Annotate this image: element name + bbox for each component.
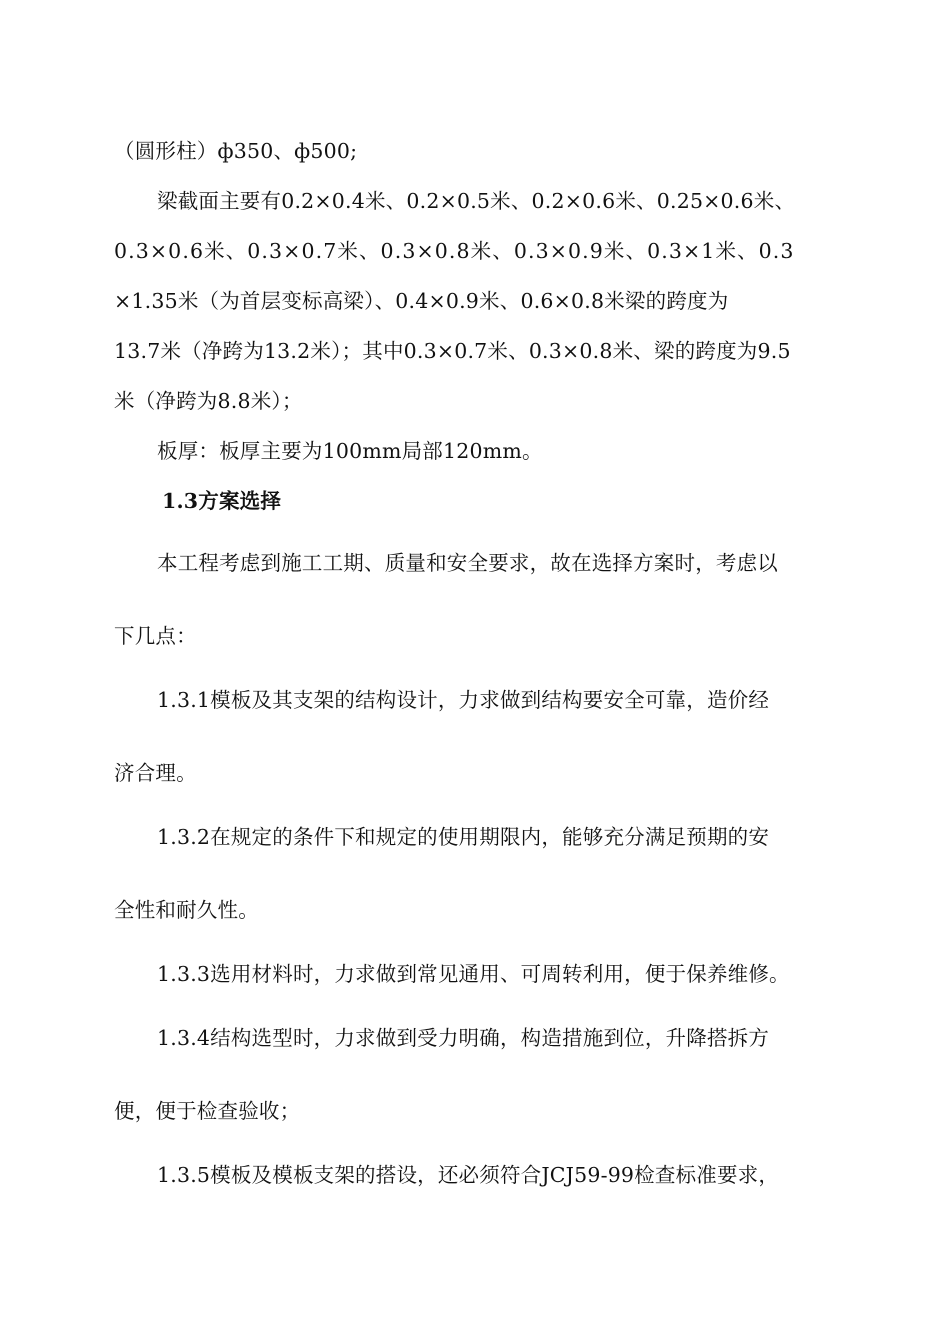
text-line-beam-sections-3: ×1.35米（为首层变标高梁）、0.4×0.9米、0.6×0.8米梁的跨度为 bbox=[114, 289, 729, 313]
text-line-item-5: 1.3.5模板及模板支架的搭设，还必须符合JCJ59-99检查标准要求， bbox=[157, 1163, 780, 1187]
text-line-item-1-1: 1.3.1模板及其支架的结构设计，力求做到结构要安全可靠，造价经 bbox=[157, 688, 770, 712]
text-line-item-3: 1.3.3选用材料时，力求做到常见通用、可周转利用，便于保养维修。 bbox=[157, 962, 790, 986]
text-line-item-2-1: 1.3.2在规定的条件下和规定的使用期限内，能够充分满足预期的安 bbox=[157, 825, 770, 849]
text-line-beam-span-2: 米（净跨为8.8米）； bbox=[114, 389, 303, 413]
text-line-beam-sections-2: 0.3×0.6米、0.3×0.7米、0.3×0.8米、0.3×0.9米、0.3×1米、0.3 bbox=[114, 239, 795, 263]
text-line-item-4-1: 1.3.4结构选型时，力求做到受力明确，构造措施到位，升降搭拆方 bbox=[157, 1026, 770, 1050]
text-line-item-2-2: 全性和耐久性。 bbox=[114, 898, 259, 922]
text-line-intro-2: 下几点： bbox=[114, 624, 197, 648]
text-line-item-4-2: 便，便于检查验收； bbox=[114, 1099, 301, 1123]
text-line-item-1-2: 济合理。 bbox=[114, 761, 197, 785]
text-line-beam-sections-1: 梁截面主要有0.2×0.4米、0.2×0.5米、0.2×0.6米、0.25×0.6米、 bbox=[157, 189, 796, 213]
text-line-slab-thickness: 板厚：板厚主要为100mm局部120mm。 bbox=[157, 439, 543, 463]
text-line-column-sizes: （圆形柱）ф350、ф500; bbox=[114, 139, 358, 163]
text-line-beam-span-1: 13.7米（净跨为13.2米）；其中0.3×0.7米、0.3×0.8米、梁的跨度为9.5 bbox=[114, 339, 791, 363]
section-heading-scheme-selection: 1.3方案选择 bbox=[162, 489, 282, 513]
text-line-intro-1: 本工程考虑到施工工期、质量和安全要求，故在选择方案时，考虑以 bbox=[157, 551, 778, 575]
